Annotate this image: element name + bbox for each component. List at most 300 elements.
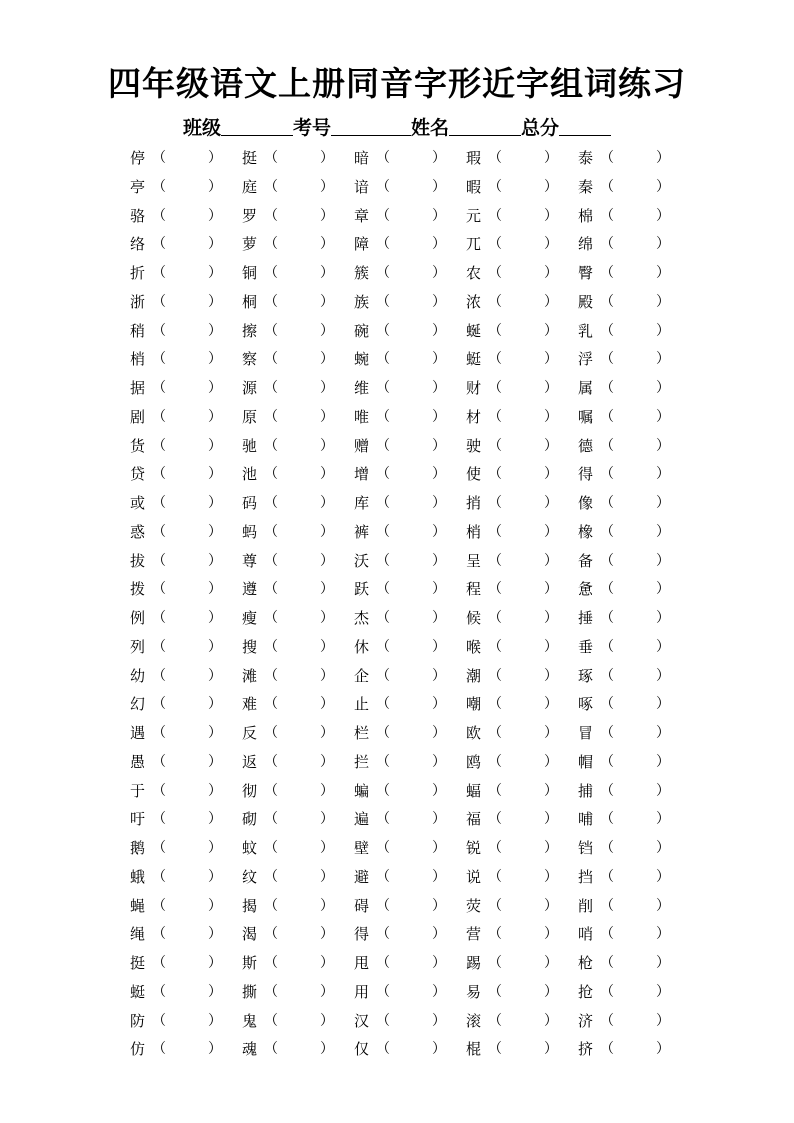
character: 停 — [130, 149, 146, 167]
character: 库 — [354, 494, 370, 512]
word-item[interactable] — [130, 1037, 242, 1061]
open-paren: （ — [152, 725, 166, 741]
close-paren: ） — [208, 983, 222, 1000]
word-item[interactable] — [466, 261, 578, 285]
word-item[interactable] — [242, 290, 354, 314]
word-item[interactable] — [242, 376, 354, 400]
word-item[interactable] — [242, 462, 354, 486]
word-item[interactable] — [578, 577, 690, 601]
word-item[interactable] — [578, 376, 690, 400]
character: 碗 — [354, 321, 370, 340]
word-item[interactable] — [130, 405, 242, 429]
close-paren: ） — [208, 753, 222, 770]
word-item[interactable] — [578, 865, 690, 889]
word-item[interactable] — [130, 980, 242, 1004]
character: 垂 — [578, 637, 594, 656]
character: 使 — [466, 465, 482, 484]
word-item[interactable] — [242, 319, 354, 343]
word-item[interactable] — [466, 635, 578, 659]
word-item[interactable] — [242, 204, 354, 228]
close-paren: ） — [544, 236, 558, 253]
word-item[interactable] — [578, 807, 690, 831]
open-paren: （ — [264, 552, 278, 569]
word-item[interactable] — [130, 520, 242, 544]
character: 鸥 — [466, 752, 482, 771]
word-item[interactable] — [130, 347, 242, 371]
word-item[interactable] — [578, 175, 690, 199]
character: 稍 — [130, 321, 146, 340]
word-item[interactable] — [354, 836, 466, 860]
word-item[interactable] — [578, 779, 690, 803]
word-item[interactable] — [242, 1009, 354, 1033]
word-item[interactable] — [242, 664, 354, 688]
open-paren: （ — [152, 552, 166, 569]
close-paren: ） — [656, 437, 670, 454]
close-paren: ） — [208, 868, 222, 885]
word-item[interactable] — [466, 405, 578, 429]
word-item[interactable] — [242, 951, 354, 975]
word-item[interactable] — [578, 894, 690, 918]
word-item[interactable] — [466, 865, 578, 889]
open-paren: （ — [600, 696, 614, 713]
character: 挺 — [130, 954, 146, 972]
character: 搜 — [242, 637, 258, 656]
exercise-row — [0, 204, 794, 228]
word-item[interactable] — [466, 1037, 578, 1061]
word-item[interactable] — [242, 807, 354, 831]
character: 杰 — [354, 609, 370, 627]
close-paren: ） — [320, 868, 334, 885]
word-item[interactable] — [354, 146, 466, 170]
close-paren: ） — [320, 811, 334, 828]
word-item[interactable] — [130, 376, 242, 400]
close-paren: ） — [656, 466, 670, 483]
word-item[interactable] — [242, 836, 354, 860]
word-item[interactable] — [242, 520, 354, 544]
open-paren: （ — [376, 581, 390, 598]
character: 滚 — [466, 1011, 482, 1030]
character: 蝠 — [466, 781, 482, 800]
word-item[interactable] — [242, 606, 354, 630]
word-item[interactable] — [242, 577, 354, 601]
open-paren: （ — [152, 811, 166, 828]
word-item[interactable] — [130, 549, 242, 573]
word-item[interactable] — [578, 836, 690, 860]
word-item[interactable] — [354, 894, 466, 918]
word-item[interactable] — [242, 549, 354, 573]
word-item[interactable] — [466, 951, 578, 975]
character: 避 — [354, 867, 370, 886]
word-item[interactable] — [130, 146, 242, 170]
word-item[interactable] — [466, 175, 578, 199]
word-item[interactable] — [242, 894, 354, 918]
close-paren: ） — [208, 811, 222, 828]
word-item[interactable] — [354, 232, 466, 256]
word-item[interactable] — [466, 836, 578, 860]
word-item[interactable] — [242, 750, 354, 774]
open-paren: （ — [264, 293, 278, 310]
open-paren: （ — [488, 495, 502, 511]
word-item[interactable] — [354, 204, 466, 228]
open-paren: （ — [152, 983, 166, 1000]
close-paren: ） — [432, 495, 446, 511]
word-item[interactable] — [130, 204, 242, 228]
exercise-row — [0, 606, 794, 630]
word-item[interactable] — [578, 290, 690, 314]
character: 汉 — [354, 1011, 370, 1030]
word-item[interactable] — [354, 750, 466, 774]
word-item[interactable] — [578, 405, 690, 429]
word-item[interactable] — [578, 1009, 690, 1033]
word-item[interactable] — [578, 980, 690, 1004]
close-paren: ） — [432, 725, 446, 741]
word-item[interactable] — [242, 405, 354, 429]
word-item[interactable] — [130, 865, 242, 889]
word-item[interactable] — [578, 232, 690, 256]
character: 捕 — [578, 781, 594, 800]
word-item[interactable] — [354, 549, 466, 573]
close-paren: ） — [432, 178, 446, 195]
open-paren: （ — [376, 753, 390, 770]
word-item[interactable] — [354, 290, 466, 314]
character: 列 — [130, 637, 146, 656]
word-item[interactable] — [466, 922, 578, 946]
word-item[interactable] — [466, 290, 578, 314]
open-paren: （ — [152, 696, 166, 713]
word-item[interactable] — [130, 577, 242, 601]
open-paren: （ — [488, 178, 502, 195]
close-paren: ） — [656, 897, 670, 914]
close-paren: ） — [432, 351, 446, 368]
close-paren: ） — [320, 523, 334, 540]
word-item[interactable] — [578, 635, 690, 659]
open-paren: （ — [488, 782, 502, 799]
word-item[interactable] — [130, 434, 242, 458]
word-item[interactable] — [578, 922, 690, 946]
word-item[interactable] — [130, 951, 242, 975]
word-item[interactable] — [130, 606, 242, 630]
character: 碍 — [354, 896, 370, 915]
word-item[interactable] — [354, 1009, 466, 1033]
close-paren: ） — [320, 265, 334, 281]
word-item[interactable] — [130, 779, 242, 803]
character: 易 — [466, 982, 482, 1001]
exercise-row — [0, 347, 794, 371]
word-item[interactable] — [354, 405, 466, 429]
open-paren: （ — [600, 265, 614, 281]
word-item[interactable] — [354, 922, 466, 946]
word-item[interactable] — [466, 692, 578, 716]
character: 啄 — [578, 695, 594, 714]
character: 浮 — [578, 350, 594, 369]
open-paren: （ — [376, 322, 390, 339]
close-paren: ） — [432, 380, 446, 396]
character: 瘦 — [242, 609, 258, 627]
close-paren: ） — [320, 782, 334, 799]
word-item[interactable] — [130, 836, 242, 860]
word-item[interactable] — [130, 692, 242, 716]
word-item[interactable] — [354, 980, 466, 1004]
character: 殿 — [578, 292, 594, 311]
word-item[interactable] — [466, 577, 578, 601]
word-item[interactable] — [354, 577, 466, 601]
open-paren: （ — [264, 725, 278, 741]
word-item[interactable] — [466, 549, 578, 573]
close-paren: ） — [208, 782, 222, 799]
word-item[interactable] — [242, 232, 354, 256]
character: 难 — [242, 695, 258, 714]
character: 暗 — [354, 149, 370, 167]
word-item[interactable] — [354, 692, 466, 716]
word-item[interactable] — [466, 606, 578, 630]
word-item[interactable] — [242, 865, 354, 889]
word-item[interactable] — [130, 750, 242, 774]
word-item[interactable] — [242, 721, 354, 745]
word-item[interactable] — [354, 376, 466, 400]
open-paren: （ — [600, 638, 614, 655]
word-item[interactable] — [466, 347, 578, 371]
word-item[interactable] — [130, 922, 242, 946]
close-paren: ） — [320, 897, 334, 914]
word-item[interactable] — [578, 750, 690, 774]
character: 得 — [354, 925, 370, 944]
word-item[interactable] — [242, 175, 354, 199]
open-paren: （ — [376, 523, 390, 540]
word-item[interactable] — [578, 204, 690, 228]
close-paren: ） — [208, 610, 222, 626]
word-item[interactable] — [130, 1009, 242, 1033]
close-paren: ） — [320, 667, 334, 684]
word-item[interactable] — [466, 1009, 578, 1033]
close-paren: ） — [320, 437, 334, 454]
word-item[interactable] — [354, 807, 466, 831]
exercise-row — [0, 232, 794, 256]
character: 驰 — [242, 436, 258, 455]
word-item[interactable] — [242, 434, 354, 458]
word-item[interactable] — [466, 376, 578, 400]
word-item[interactable] — [466, 779, 578, 803]
open-paren: （ — [600, 178, 614, 195]
character: 货 — [130, 436, 146, 455]
word-item[interactable] — [466, 204, 578, 228]
word-item[interactable] — [354, 951, 466, 975]
character: 休 — [354, 637, 370, 656]
close-paren: ） — [432, 150, 446, 166]
character: 剧 — [130, 407, 146, 426]
close-paren: ） — [208, 725, 222, 741]
word-item[interactable] — [466, 462, 578, 486]
close-paren: ） — [432, 408, 446, 425]
word-item[interactable] — [354, 347, 466, 371]
word-item[interactable] — [466, 319, 578, 343]
word-item[interactable] — [130, 721, 242, 745]
open-paren: （ — [488, 983, 502, 1000]
word-item[interactable] — [466, 491, 578, 515]
close-paren: ） — [320, 552, 334, 569]
word-item[interactable] — [242, 635, 354, 659]
word-item[interactable] — [354, 721, 466, 745]
word-item[interactable] — [354, 1037, 466, 1061]
character: 滩 — [242, 666, 258, 685]
word-item[interactable] — [466, 721, 578, 745]
character: 族 — [354, 292, 370, 311]
character: 驶 — [466, 436, 482, 455]
character: 赠 — [354, 436, 370, 455]
close-paren: ） — [544, 667, 558, 684]
word-item[interactable] — [354, 434, 466, 458]
word-item[interactable] — [578, 1037, 690, 1061]
word-item[interactable] — [578, 549, 690, 573]
character: 络 — [130, 235, 146, 254]
word-item[interactable] — [242, 491, 354, 515]
word-item[interactable] — [578, 347, 690, 371]
word-item[interactable] — [130, 664, 242, 688]
close-paren: ） — [432, 322, 446, 339]
word-item[interactable] — [130, 462, 242, 486]
close-paren: ） — [656, 610, 670, 626]
word-item[interactable] — [242, 261, 354, 285]
word-item[interactable] — [578, 520, 690, 544]
open-paren: （ — [264, 581, 278, 598]
character: 嘲 — [466, 695, 482, 714]
close-paren: ） — [544, 610, 558, 626]
word-item[interactable] — [578, 951, 690, 975]
page-title: 四年级语文上册同音字形近字组词练习 — [108, 64, 686, 103]
close-paren: ） — [208, 638, 222, 655]
close-paren: ） — [544, 495, 558, 511]
word-item[interactable] — [130, 807, 242, 831]
close-paren: ） — [320, 983, 334, 1000]
word-item[interactable] — [354, 606, 466, 630]
open-paren: （ — [600, 955, 614, 971]
word-item[interactable] — [466, 807, 578, 831]
word-item[interactable] — [242, 146, 354, 170]
open-paren: （ — [600, 207, 614, 224]
word-item[interactable] — [466, 146, 578, 170]
character: 得 — [578, 465, 594, 484]
open-paren: （ — [600, 581, 614, 598]
character: 挡 — [578, 867, 594, 886]
word-item[interactable] — [578, 462, 690, 486]
open-paren: （ — [264, 322, 278, 339]
word-item[interactable] — [466, 980, 578, 1004]
word-item[interactable] — [242, 779, 354, 803]
word-item[interactable] — [130, 491, 242, 515]
word-item[interactable] — [354, 635, 466, 659]
close-paren: ） — [432, 1012, 446, 1029]
word-item[interactable] — [578, 606, 690, 630]
word-item[interactable] — [130, 319, 242, 343]
character: 说 — [466, 867, 482, 886]
word-item[interactable] — [466, 232, 578, 256]
word-item[interactable] — [578, 261, 690, 285]
word-item[interactable] — [578, 692, 690, 716]
close-paren: ） — [656, 552, 670, 569]
word-item[interactable] — [130, 290, 242, 314]
word-item[interactable] — [354, 779, 466, 803]
word-item[interactable] — [578, 721, 690, 745]
word-item[interactable] — [466, 664, 578, 688]
character: 蚊 — [242, 839, 258, 857]
word-item[interactable] — [354, 865, 466, 889]
open-paren: （ — [152, 466, 166, 483]
open-paren: （ — [152, 322, 166, 339]
exercise-row — [0, 520, 794, 544]
word-item[interactable] — [354, 664, 466, 688]
open-paren: （ — [264, 983, 278, 1000]
open-paren: （ — [488, 753, 502, 770]
word-item[interactable] — [578, 434, 690, 458]
word-item[interactable] — [466, 434, 578, 458]
open-paren: （ — [376, 897, 390, 914]
close-paren: ） — [432, 782, 446, 799]
close-paren: ） — [208, 897, 222, 914]
open-paren: （ — [600, 322, 614, 339]
word-item[interactable] — [242, 692, 354, 716]
word-item[interactable] — [242, 922, 354, 946]
word-item[interactable] — [242, 347, 354, 371]
word-item[interactable] — [466, 750, 578, 774]
exercise-row — [0, 692, 794, 716]
open-paren: （ — [488, 868, 502, 885]
word-item[interactable] — [130, 894, 242, 918]
word-item[interactable] — [578, 319, 690, 343]
close-paren: ） — [432, 610, 446, 626]
word-item[interactable] — [578, 146, 690, 170]
close-paren: ） — [208, 581, 222, 598]
character: 亭 — [130, 177, 146, 196]
open-paren: （ — [376, 437, 390, 454]
open-paren: （ — [264, 696, 278, 713]
word-item[interactable] — [130, 261, 242, 285]
exercise-row — [0, 980, 794, 1004]
open-paren: （ — [264, 753, 278, 770]
open-paren: （ — [152, 437, 166, 454]
word-item[interactable] — [578, 491, 690, 515]
word-item[interactable] — [242, 980, 354, 1004]
close-paren: ） — [208, 437, 222, 454]
word-item[interactable] — [466, 894, 578, 918]
close-paren: ） — [208, 207, 222, 224]
character: 挤 — [578, 1040, 594, 1059]
close-paren: ） — [432, 293, 446, 310]
character: 财 — [466, 379, 482, 397]
exercise-row — [0, 635, 794, 659]
open-paren: （ — [600, 725, 614, 741]
word-item[interactable] — [578, 664, 690, 688]
character: 潮 — [466, 666, 482, 685]
word-item[interactable] — [466, 520, 578, 544]
character: 企 — [354, 666, 370, 685]
close-paren: ） — [320, 1012, 334, 1029]
word-item[interactable] — [354, 491, 466, 515]
word-item[interactable] — [354, 261, 466, 285]
word-item[interactable] — [354, 462, 466, 486]
open-paren: （ — [376, 1041, 390, 1058]
open-paren: （ — [600, 926, 614, 943]
word-item[interactable] — [130, 232, 242, 256]
open-paren: （ — [488, 207, 502, 224]
character: 嘱 — [578, 407, 594, 426]
open-paren: （ — [376, 293, 390, 310]
word-item[interactable] — [130, 635, 242, 659]
word-item[interactable] — [130, 175, 242, 199]
word-item[interactable] — [354, 175, 466, 199]
word-item[interactable] — [354, 319, 466, 343]
word-item[interactable] — [354, 520, 466, 544]
character: 挺 — [242, 149, 258, 167]
word-item[interactable] — [242, 1037, 354, 1061]
